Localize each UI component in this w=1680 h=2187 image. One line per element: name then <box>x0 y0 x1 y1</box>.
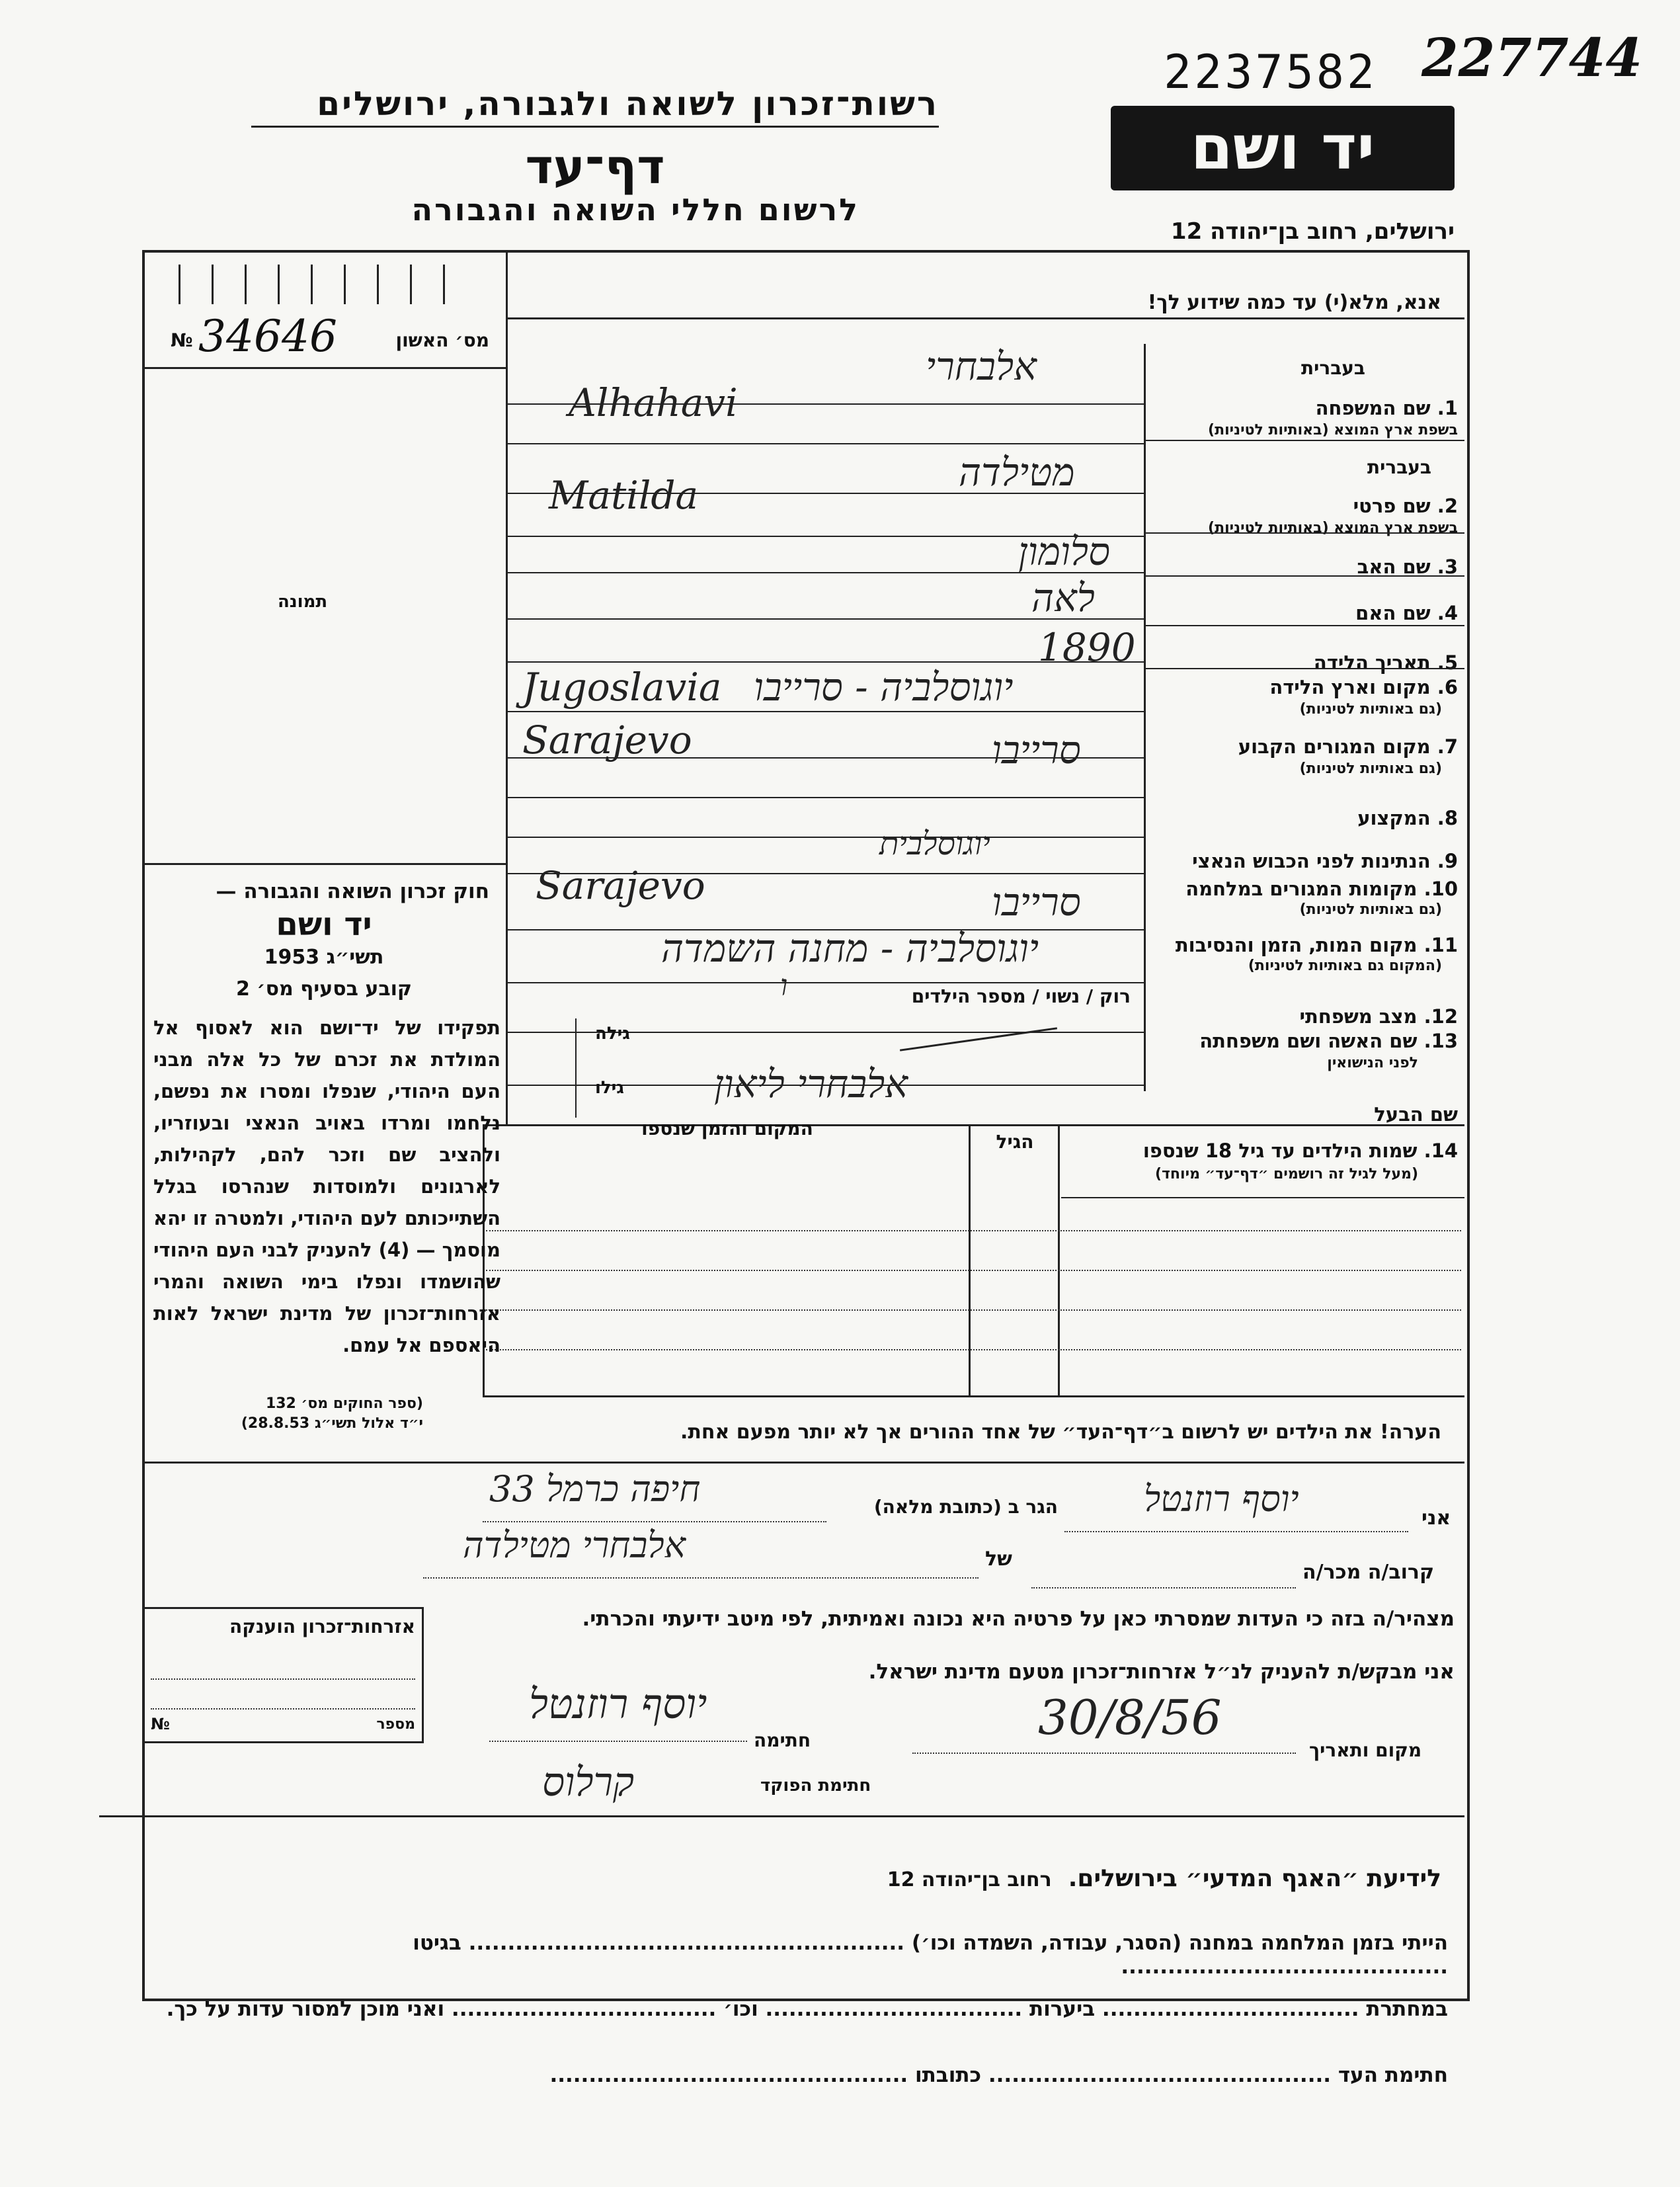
bottom-line-2: במחתרת ................................. ביערות ................................. וכו׳ .................................. ואני מוכן למסור עדות על כך. <box>166 1997 1448 2021</box>
bottom-line-3: חתימת העד ............................................ כתובתו .............................................. <box>549 2063 1448 2087</box>
handwritten-file-number: 227744 <box>1421 26 1642 89</box>
field-12-label: 12. מצב משפחתי <box>1299 1005 1458 1028</box>
age-header: הגיל <box>996 1131 1034 1153</box>
children-count: ו <box>780 969 788 1003</box>
birthplace-latin: Jugoslavia <box>522 665 722 710</box>
relation-label: קרוב/ה מכר/ה <box>1302 1561 1435 1584</box>
surname-hebrew: אלבחרי <box>926 344 1037 389</box>
place-date-value: 30/8/56 <box>1038 1690 1222 1745</box>
field-5-label: 5. תאריך הלידה <box>1313 651 1458 674</box>
children-note: הערה! את הילדים יש לרשום ב״דף־העד״ של אחד ההורים אך לא יותר מפעם אחת. <box>680 1421 1441 1444</box>
address: ירושלים, רחוב בן־יהודה 12 <box>1170 218 1455 245</box>
declaration-statement: מצהיר/ה בזה כי העדות שמסרתי כאן על פרטיה היא נכונה ואמיתית, לפי מיטב ידיעתי והכרתי. <box>582 1607 1455 1631</box>
citizenship-title: אזרחות־זכרון הוענקה <box>229 1616 415 1637</box>
institution-name: רשות־זכרון לשואה ולגבורה, ירושלים <box>317 85 939 123</box>
field-6: 6. מקום וארץ הלידה (גם באותיות לטיניות) <box>1269 676 1458 718</box>
law-year: תשי״ג 1953 <box>264 946 384 969</box>
photo-label: תמונה <box>278 592 328 612</box>
field-4-label: 4. שם האם <box>1355 602 1458 624</box>
file-box <box>165 311 496 364</box>
citizenship-no-symbol: № <box>151 1715 170 1733</box>
declarant-address: חיפה כרמל 33 <box>489 1468 701 1510</box>
signature-value: יוסף רוזנטל <box>529 1680 707 1728</box>
field-7: 7. מקום המגורים הקבוע (גם באותיות לטיניות) <box>1238 735 1458 777</box>
officer-label: חתימת הפוקד <box>760 1776 871 1795</box>
form-subtitle: לרשום חללי השואה והגבורה <box>411 192 860 227</box>
father-name: סלומון <box>1018 529 1110 574</box>
address-label: הגר ב (כתובת מלאה) <box>873 1496 1058 1518</box>
mother-name: לאה <box>1031 575 1095 620</box>
children-header: 14. שמות הילדים עד גיל 18 שנספו (מעל לגיל זה רושמים ״דף־עד״ מיוחד) <box>1142 1139 1458 1182</box>
relative-of-name: אלבחרי מטילדה <box>463 1524 686 1566</box>
wartime-residence-latin: Sarajevo <box>536 863 705 908</box>
declarant-name: יוסף רוזנטל <box>1144 1478 1299 1520</box>
law-ref-1: (ספר החוקים מס׳ 132 <box>265 1395 423 1412</box>
law-ref-2: י״ד אלול תשי״ג 28.8.53) <box>241 1415 423 1432</box>
form-title: דף־עד <box>525 139 665 194</box>
surname-latin: Alhahavi <box>569 380 738 425</box>
field-1: בעברית 1. שם המשפחה בשפת ארץ המוצא (באותיות לטיניות) <box>1208 357 1458 438</box>
given-name-hebrew: מטילדה <box>959 450 1075 495</box>
husband-name: אלבחרי ליאון <box>714 1061 908 1106</box>
birth-date: 1890 <box>1038 625 1136 670</box>
law-text: תפקידו של יד־ושם הוא לאסוף אל המולדת את זכרם של כל אלה מבני העם היהודי, שנפלו ומסרו את נפשם, נלחמו ומרדו באויב הנאצי ובעוזריו, ולהציב שם וזכר להם, לקהילות, לארגונים ולמוסדות שנהרסו בגלל השתייכותם לעם היהודי, ולמטרה זו יהא מוסמך — (4) להעניק לבני העם היהודי שהושמדו ונפלו בימי השואה והמרי אזרחות־זכרון של מדינת ישראל לאות היאספם אל עמם. <box>153 1016 500 1356</box>
place-date-label: מקום ותאריך <box>1309 1739 1422 1761</box>
field-13: 13. שם האשה ושם משפחתה לפני הנישואין <box>1199 1030 1458 1071</box>
citizenship-request: אני מבקש/ת להעניק לנ״ל אזרחות־זכרון מטעם מדינת ישראל. <box>868 1660 1455 1684</box>
signature-label: חתימה <box>754 1729 811 1751</box>
wartime-residence-hebrew: סרייבו <box>992 880 1081 925</box>
of-label: של <box>985 1547 1012 1571</box>
officer-signature: קרלוס <box>542 1759 635 1805</box>
stamped-number: 2237582 <box>1164 45 1378 99</box>
law-logo: יד ושם <box>276 906 372 943</box>
citizenship-number-label: מספר <box>376 1716 415 1733</box>
marital-options: רוק / נשוי / מספר הילדים <box>911 985 1131 1007</box>
file-no-label: מס׳ האשון <box>395 329 489 351</box>
yad-vashem-logo: יד ושם <box>1111 106 1455 190</box>
field-9-label: 9. הנתינות לפני הכבוש הנאצי <box>1192 850 1458 872</box>
file-no-value: 34646 <box>198 311 337 362</box>
wife-age-label: גילה <box>595 1024 630 1044</box>
husband-name-label: שם הבעל <box>1374 1103 1458 1126</box>
citizenship-box <box>142 1607 424 1743</box>
instruction: אנא, מלא(י) עד כמה שידוע לך! <box>1147 291 1441 314</box>
field-3-label: 3. שם האב <box>1357 556 1458 578</box>
residence-hebrew: סרייבו <box>992 727 1081 772</box>
law-clause: קובע בסעיף מס׳ 2 <box>235 977 413 1001</box>
place-time-header: המקום והזמן שנספו <box>641 1118 813 1139</box>
field-2: בעברית 2. שם פרטי בשפת ארץ המוצא (באותיות לטיניות) <box>1208 456 1458 536</box>
birthplace-hebrew: יוגוסלביה - סרייבו <box>754 665 1014 710</box>
field-8-label: 8. המקצוע <box>1357 807 1458 829</box>
declarant-label: אני <box>1421 1506 1451 1530</box>
bottom-heading: לידיעת ״האגף המדעי״ בירושלים. רחוב בן־יהודה 12 <box>887 1865 1441 1892</box>
field-10: 10. מקומות המגורים במלחמה (גם באותיות לטיניות) <box>1185 878 1458 918</box>
law-title: חוק זכרון השואה והגבורה — <box>216 880 489 903</box>
given-name-latin: Matilda <box>549 473 699 518</box>
residence-latin: Sarajevo <box>522 718 692 763</box>
file-no-symbol: № <box>171 329 193 351</box>
husband-age-label: גילו <box>595 1078 624 1098</box>
field-11: 11. מקום המות, הזמן והנסיבות (המקום גם באותיות לטיניות) <box>1175 934 1458 974</box>
death-place: יוגוסלביה - מחנה השמדה <box>661 926 1039 971</box>
bottom-line-1: הייתי בזמן המלחמה במחנה (הסגר, עבודה, השמדה וכו׳) ........................................................ בגיטו .......................................... <box>413 1931 1448 1979</box>
nationality: יוגוסלבית <box>879 825 990 862</box>
